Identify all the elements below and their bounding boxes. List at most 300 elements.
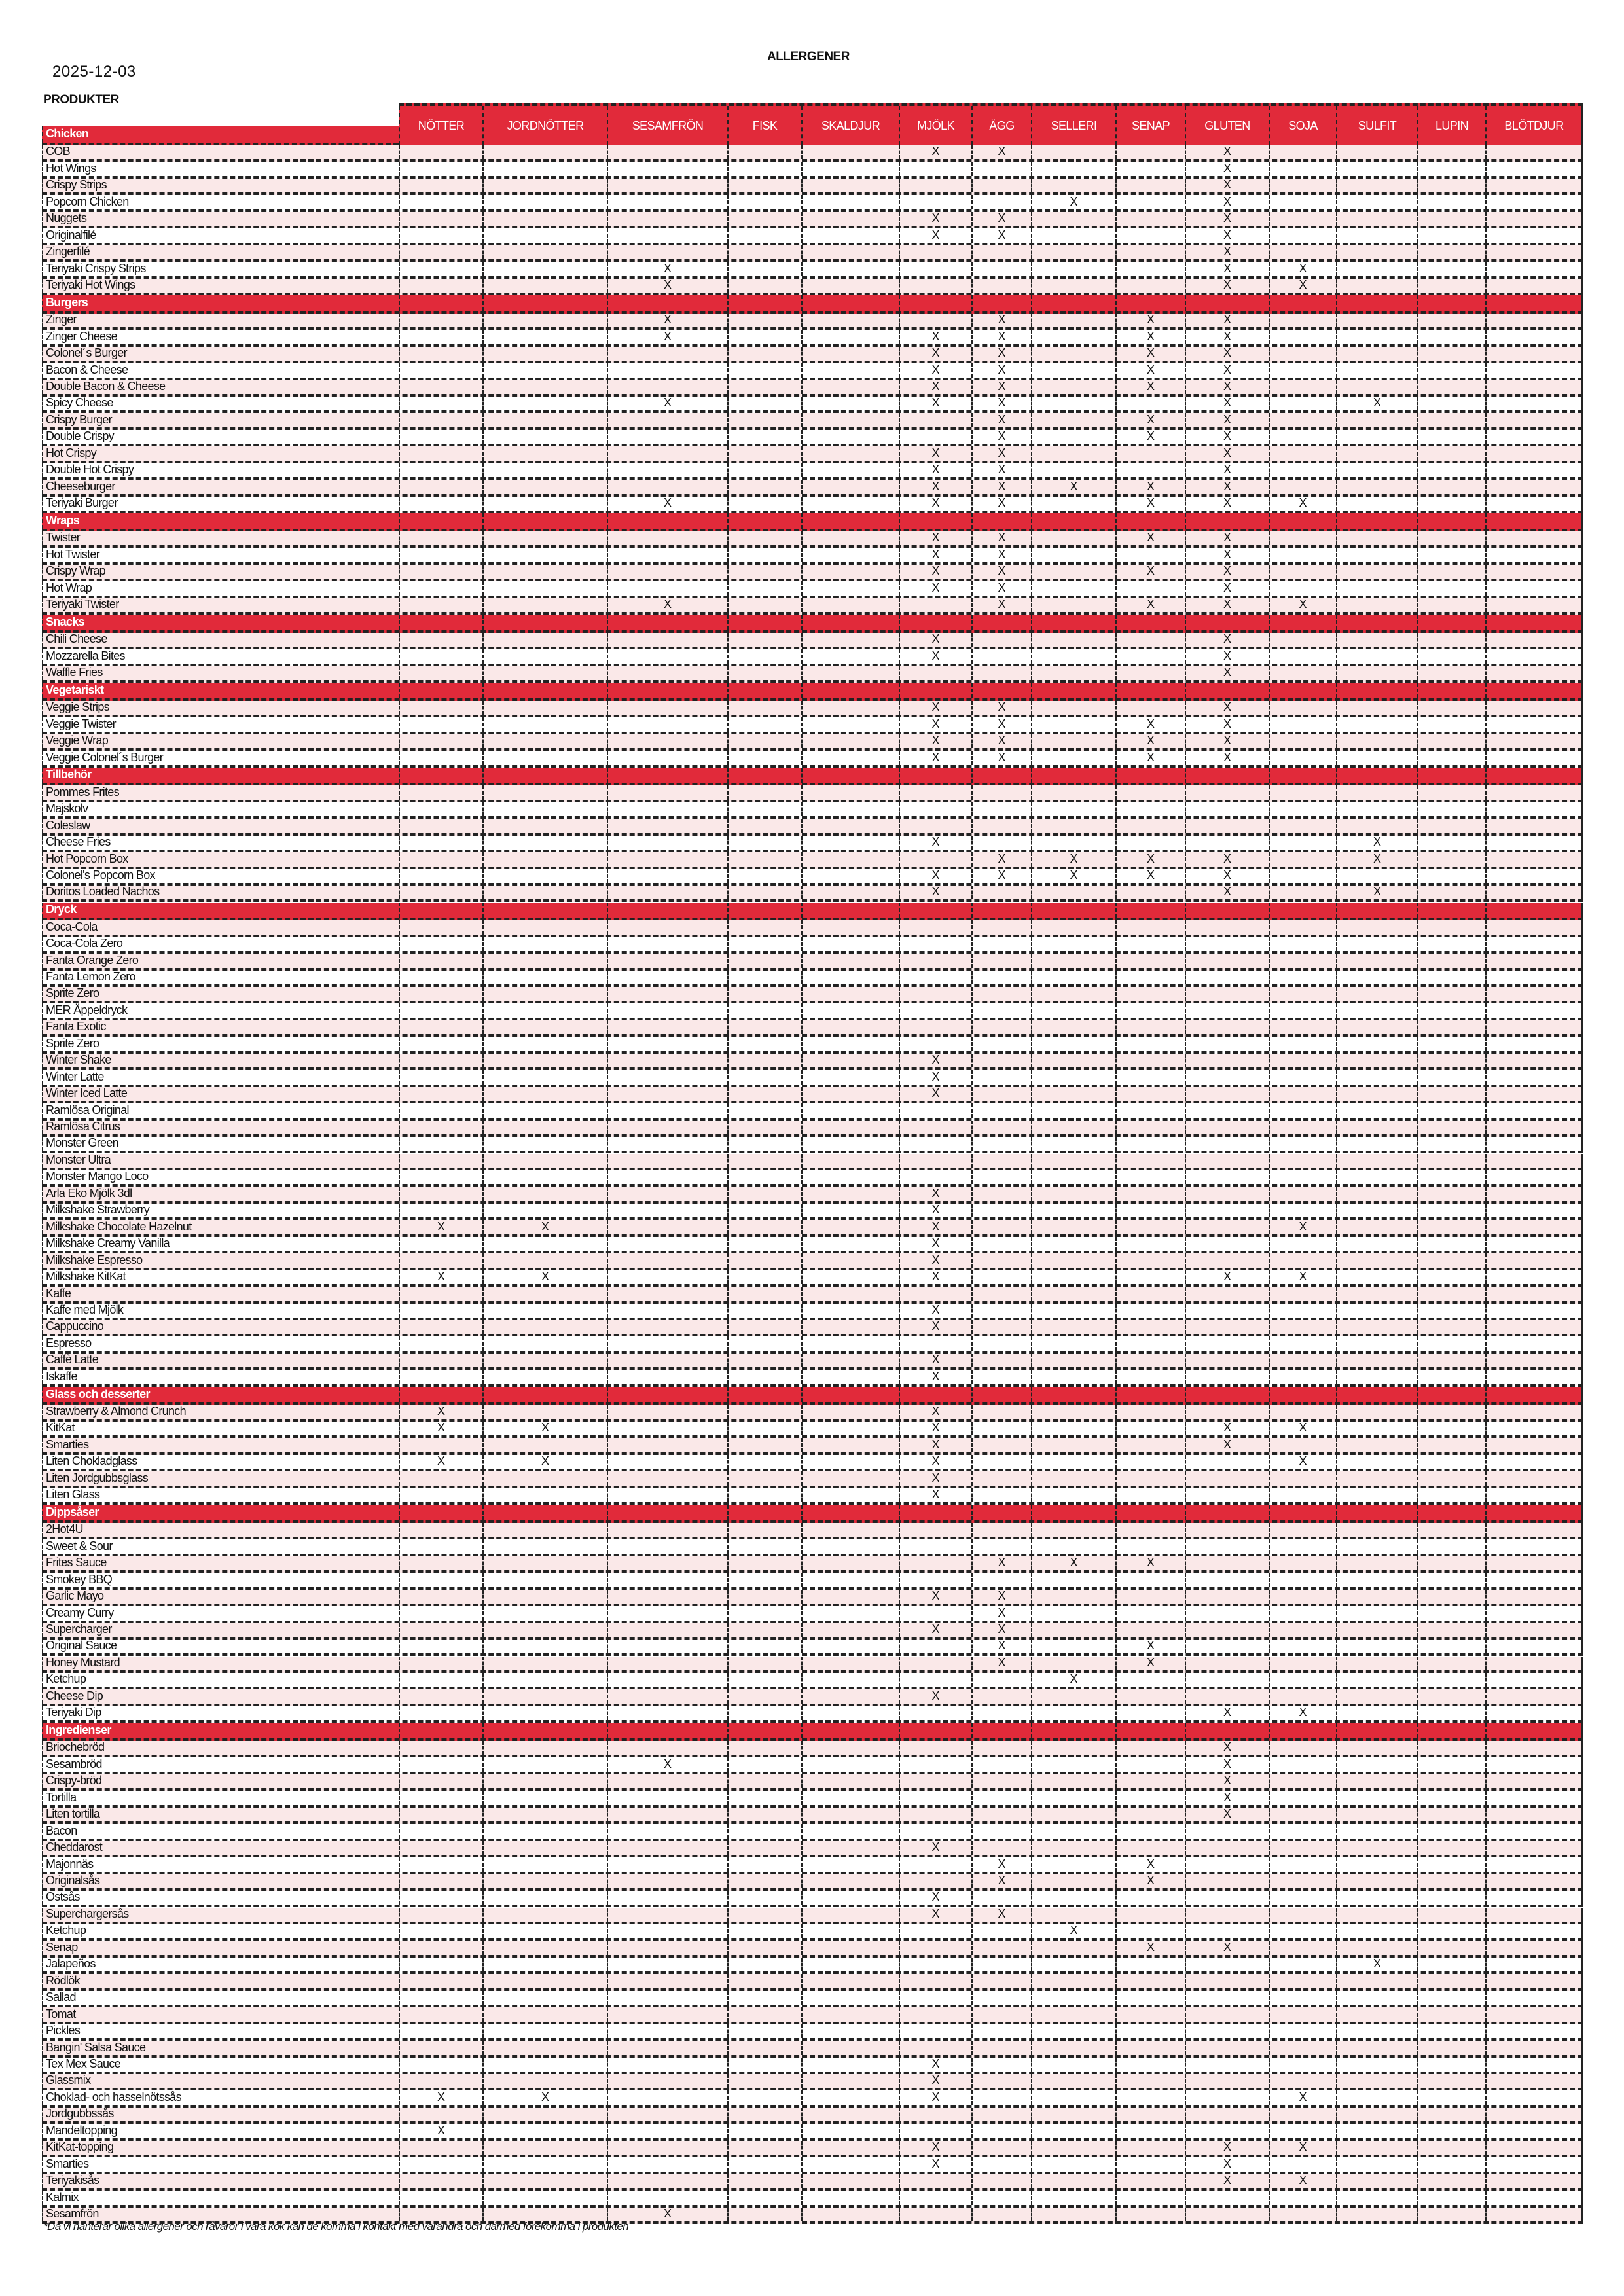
allergen-cell xyxy=(1031,347,1115,361)
allergen-cell xyxy=(399,1370,482,1384)
allergen-cell xyxy=(1031,1354,1115,1367)
allergen-mark: X xyxy=(1185,228,1269,242)
product-name: Fanta Lemon Zero xyxy=(42,971,399,984)
allergen-cell xyxy=(1031,1539,1115,1553)
allergen-cell xyxy=(482,1320,607,1334)
category-cell xyxy=(1336,1505,1417,1520)
allergen-cell xyxy=(1115,548,1185,562)
table-row xyxy=(42,1757,1583,1774)
allergen-cell xyxy=(801,1137,899,1151)
allergen-cell xyxy=(1031,2007,1115,2021)
allergen-cell xyxy=(607,1657,727,1670)
allergen-cell xyxy=(1269,987,1336,1001)
allergen-cell xyxy=(899,162,971,175)
allergen-cell xyxy=(801,920,899,934)
allergen-cell xyxy=(482,1857,607,1871)
allergen-cell xyxy=(1417,1170,1485,1184)
allergen-cell xyxy=(399,1054,482,1067)
category-cell xyxy=(1185,1723,1269,1738)
category-row xyxy=(42,903,1583,921)
allergen-cell xyxy=(1115,1422,1185,1435)
allergen-cell xyxy=(1115,1287,1185,1300)
category-cell xyxy=(971,295,1031,311)
allergen-cell xyxy=(1031,819,1115,833)
allergen-mark: X xyxy=(971,228,1031,242)
allergen-cell xyxy=(801,2174,899,2188)
allergen-cell xyxy=(399,1187,482,1200)
allergen-cell xyxy=(1031,1471,1115,1485)
allergen-cell xyxy=(1185,1354,1269,1367)
allergen-cell xyxy=(1031,1287,1115,1300)
allergen-cell xyxy=(727,1606,801,1620)
allergen-cell xyxy=(971,1974,1031,1988)
allergen-cell xyxy=(727,1791,801,1804)
allergen-cell xyxy=(607,1924,727,1938)
table-row xyxy=(42,1523,1583,1539)
allergen-cell xyxy=(801,649,899,663)
allergen-cell xyxy=(399,195,482,209)
product-name: Monster Green xyxy=(42,1137,399,1151)
allergen-cell xyxy=(1031,886,1115,899)
allergen-cell xyxy=(607,463,727,477)
allergen-cell xyxy=(1485,2007,1583,2021)
allergen-cell xyxy=(1417,2174,1485,2188)
allergen-cell xyxy=(1336,1857,1417,1871)
allergen-cell xyxy=(1031,717,1115,731)
allergen-cell xyxy=(1417,1003,1485,1017)
table-row xyxy=(42,1121,1583,1137)
allergen-cell xyxy=(971,1220,1031,1234)
allergen-cell xyxy=(607,1523,727,1537)
allergen-cell xyxy=(1185,2041,1269,2054)
allergen-mark: X xyxy=(1115,565,1185,579)
product-name: Superchargersås xyxy=(42,1908,399,1922)
allergen-cell xyxy=(1417,2208,1485,2221)
allergen-cell xyxy=(801,2124,899,2138)
allergen-cell xyxy=(1269,565,1336,579)
allergen-cell xyxy=(727,480,801,493)
allergen-mark: X xyxy=(1269,279,1336,293)
allergen-cell xyxy=(1485,330,1583,344)
allergen-cell xyxy=(727,581,801,595)
allergen-mark: X xyxy=(1185,279,1269,293)
allergen-cell xyxy=(399,1606,482,1620)
allergen-mark: X xyxy=(971,548,1031,562)
allergen-cell xyxy=(971,1455,1031,1469)
allergen-cell xyxy=(1269,1170,1336,1184)
allergen-mark: X xyxy=(899,1304,971,1318)
allergen-cell xyxy=(399,347,482,361)
table-row xyxy=(42,1556,1583,1573)
allergen-cell xyxy=(1417,1741,1485,1755)
allergen-cell xyxy=(1115,1154,1185,1168)
allergen-cell xyxy=(1031,1991,1115,2005)
allergen-cell xyxy=(899,1991,971,2005)
table-row xyxy=(42,1237,1583,1253)
allergen-cell xyxy=(1417,413,1485,427)
allergen-cell xyxy=(971,2024,1031,2038)
allergen-cell xyxy=(482,1808,607,1821)
allergen-cell xyxy=(899,179,971,192)
allergen-cell xyxy=(1417,1037,1485,1050)
table-row xyxy=(42,195,1583,211)
allergen-cell xyxy=(1336,463,1417,477)
allergen-cell xyxy=(1336,937,1417,951)
allergen-cell xyxy=(801,314,899,327)
allergen-cell xyxy=(1417,2024,1485,2038)
allergen-cell xyxy=(971,954,1031,967)
allergen-cell xyxy=(482,785,607,799)
allergen-cell xyxy=(1269,1405,1336,1419)
allergen-cell xyxy=(1031,1974,1115,1988)
allergen-cell xyxy=(1115,2024,1185,2038)
category-cell xyxy=(899,768,971,783)
allergen-cell xyxy=(971,1237,1031,1251)
allergen-header-10: SOJA xyxy=(1269,106,1336,145)
allergen-cell xyxy=(1115,1405,1185,1419)
allergen-cell xyxy=(1485,1220,1583,1234)
product-name: Smarties xyxy=(42,2157,399,2171)
table-row xyxy=(42,2191,1583,2207)
allergen-cell xyxy=(607,1958,727,1971)
allergen-cell xyxy=(727,363,801,377)
allergen-cell xyxy=(899,1757,971,1771)
product-name: Veggie Strips xyxy=(42,701,399,715)
allergen-cell xyxy=(607,1471,727,1485)
category-cell xyxy=(801,1387,899,1403)
allergen-cell xyxy=(899,937,971,951)
allergen-cell xyxy=(801,2191,899,2204)
allergen-header-8: SENAP xyxy=(1115,106,1185,145)
allergen-mark: X xyxy=(1269,497,1336,511)
allergen-cell xyxy=(1336,245,1417,259)
table-row xyxy=(42,836,1583,852)
allergen-cell xyxy=(971,1137,1031,1151)
allergen-cell xyxy=(971,245,1031,259)
allergen-cell xyxy=(727,565,801,579)
allergen-cell xyxy=(1417,836,1485,850)
allergen-cell xyxy=(1115,1237,1185,1251)
allergen-cell xyxy=(1031,314,1115,327)
allergen-cell xyxy=(1417,1958,1485,1971)
allergen-cell xyxy=(727,869,801,883)
table-row xyxy=(42,1438,1583,1454)
category-cell xyxy=(1417,768,1485,783)
allergen-mark: X xyxy=(971,1857,1031,1871)
allergen-cell xyxy=(1417,212,1485,226)
allergen-cell xyxy=(482,1924,607,1938)
allergen-cell xyxy=(727,717,801,731)
allergen-mark: X xyxy=(1115,1640,1185,1653)
allergen-cell xyxy=(971,162,1031,175)
allergen-cell xyxy=(1417,785,1485,799)
category-cell xyxy=(1485,1723,1583,1738)
allergen-cell xyxy=(482,869,607,883)
allergen-cell xyxy=(1336,1237,1417,1251)
allergen-cell xyxy=(1185,1304,1269,1318)
allergen-cell xyxy=(1115,1336,1185,1350)
allergen-mark: X xyxy=(899,717,971,731)
allergen-cell xyxy=(607,1438,727,1452)
allergen-cell xyxy=(727,1556,801,1570)
allergen-cell xyxy=(1185,1924,1269,1938)
allergen-cell xyxy=(1417,1103,1485,1117)
product-name: Espresso xyxy=(42,1336,399,1350)
allergen-cell xyxy=(1336,1741,1417,1755)
allergen-cell xyxy=(971,1991,1031,2005)
allergen-cell xyxy=(971,1287,1031,1300)
allergen-mark: X xyxy=(971,497,1031,511)
allergen-mark: X xyxy=(1115,717,1185,731)
allergen-cell xyxy=(482,2157,607,2171)
allergen-cell xyxy=(899,2208,971,2221)
allergen-cell xyxy=(1417,1590,1485,1604)
allergen-cell xyxy=(1031,380,1115,394)
allergen-mark: X xyxy=(899,363,971,377)
allergen-cell xyxy=(1485,785,1583,799)
allergen-cell xyxy=(801,1320,899,1334)
allergen-mark: X xyxy=(1031,1924,1115,1938)
allergen-cell xyxy=(482,1689,607,1703)
allergen-cell xyxy=(1269,1891,1336,1905)
allergen-cell xyxy=(1185,1673,1269,1687)
category-row xyxy=(42,615,1583,633)
allergen-cell xyxy=(1115,1606,1185,1620)
allergen-cell xyxy=(1269,1287,1336,1300)
allergen-cell xyxy=(1417,1237,1485,1251)
allergen-cell xyxy=(1269,1757,1336,1771)
table-row xyxy=(42,869,1583,886)
allergen-cell xyxy=(801,2074,899,2088)
allergen-cell xyxy=(1336,1405,1417,1419)
allergen-cell xyxy=(1269,1623,1336,1637)
allergen-cell xyxy=(607,1087,727,1101)
allergen-cell xyxy=(1417,1673,1485,1687)
allergen-mark: X xyxy=(482,1270,607,1284)
category-cell xyxy=(482,768,607,783)
allergen-cell xyxy=(1417,598,1485,612)
allergen-mark: X xyxy=(482,1455,607,1469)
allergen-cell xyxy=(482,145,607,159)
allergen-cell xyxy=(1269,397,1336,410)
allergen-cell xyxy=(801,1774,899,1788)
allergen-mark: X xyxy=(1269,2174,1336,2188)
allergen-cell xyxy=(801,1841,899,1855)
table-row xyxy=(42,1808,1583,1824)
allergen-cell xyxy=(1269,1991,1336,2005)
allergen-mark: X xyxy=(1115,1941,1185,1954)
allergen-cell xyxy=(727,920,801,934)
allergen-cell xyxy=(1336,2041,1417,2054)
allergen-cell xyxy=(727,819,801,833)
allergen-cell xyxy=(1269,2191,1336,2204)
product-name: Teriyaki Hot Wings xyxy=(42,279,399,293)
product-name: Fanta Exotic xyxy=(42,1020,399,1034)
allergen-cell xyxy=(1269,245,1336,259)
allergen-cell xyxy=(727,2090,801,2104)
allergen-cell xyxy=(801,1054,899,1067)
allergen-cell xyxy=(971,1121,1031,1134)
allergen-cell xyxy=(1417,1422,1485,1435)
allergen-cell xyxy=(1417,886,1485,899)
allergen-cell xyxy=(482,1974,607,1988)
allergen-mark: X xyxy=(1185,413,1269,427)
allergen-cell xyxy=(1269,2157,1336,2171)
allergen-cell xyxy=(801,1791,899,1804)
allergen-cell xyxy=(607,228,727,242)
allergen-cell xyxy=(727,1857,801,1871)
product-name: Cheeseburger xyxy=(42,480,399,493)
table-row xyxy=(42,228,1583,245)
allergen-cell xyxy=(1336,279,1417,293)
allergen-cell xyxy=(1185,1606,1269,1620)
category-cell xyxy=(1185,1505,1269,1520)
allergen-cell xyxy=(1185,1623,1269,1637)
category-row xyxy=(42,1387,1583,1405)
product-name: Sprite Zero xyxy=(42,987,399,1001)
allergen-cell xyxy=(1031,598,1115,612)
allergen-cell xyxy=(1031,565,1115,579)
allergen-cell xyxy=(1485,212,1583,226)
allergen-cell xyxy=(1485,463,1583,477)
allergen-cell xyxy=(971,971,1031,984)
allergen-mark: X xyxy=(971,480,1031,493)
allergen-cell xyxy=(1336,1121,1417,1134)
allergen-cell xyxy=(482,2024,607,2038)
allergen-cell xyxy=(1417,1070,1485,1084)
allergen-mark: X xyxy=(899,463,971,477)
allergen-cell xyxy=(1185,2074,1269,2088)
allergen-cell xyxy=(607,2157,727,2171)
product-name: Choklad- och hasselnötssås xyxy=(42,2090,399,2104)
allergen-cell xyxy=(1485,971,1583,984)
allergen-cell xyxy=(399,480,482,493)
allergen-cell xyxy=(1031,145,1115,159)
table-row xyxy=(42,480,1583,496)
allergen-cell xyxy=(801,1154,899,1168)
allergen-cell xyxy=(1115,1974,1185,1988)
allergen-cell xyxy=(1115,1187,1185,1200)
allergen-cell xyxy=(1269,1121,1336,1134)
allergen-cell xyxy=(1336,1370,1417,1384)
table-row xyxy=(42,1054,1583,1070)
allergen-cell xyxy=(1115,2208,1185,2221)
allergen-cell xyxy=(1115,819,1185,833)
allergen-cell xyxy=(1185,1003,1269,1017)
category-cell xyxy=(399,768,482,783)
allergen-cell xyxy=(801,1304,899,1318)
allergen-cell xyxy=(1417,1137,1485,1151)
table-row xyxy=(42,1405,1583,1422)
allergen-cell xyxy=(1031,1087,1115,1101)
product-name: Kaffe xyxy=(42,1287,399,1300)
allergen-cell xyxy=(727,1573,801,1587)
allergen-cell xyxy=(399,1706,482,1720)
allergen-cell xyxy=(727,497,801,511)
allergen-cell xyxy=(1031,1438,1115,1452)
allergen-cell xyxy=(971,1204,1031,1217)
allergen-cell xyxy=(1031,1941,1115,1954)
allergen-cell xyxy=(1336,701,1417,715)
allergen-cell xyxy=(1269,1824,1336,1838)
allergen-cell xyxy=(727,1320,801,1334)
allergen-cell xyxy=(1417,179,1485,192)
allergen-cell xyxy=(1485,397,1583,410)
allergen-mark: X xyxy=(1185,565,1269,579)
product-name: Bangin' Salsa Sauce xyxy=(42,2041,399,2054)
table-row xyxy=(42,1774,1583,1791)
product-name: Sprite Zero xyxy=(42,1037,399,1050)
allergen-cell xyxy=(1485,1253,1583,1267)
allergen-cell xyxy=(899,245,971,259)
allergen-cell xyxy=(727,1623,801,1637)
allergen-cell xyxy=(1336,920,1417,934)
allergen-cell xyxy=(399,2024,482,2038)
table-row xyxy=(42,1471,1583,1488)
allergen-cell xyxy=(607,701,727,715)
product-name: Spicy Cheese xyxy=(42,397,399,410)
allergen-cell xyxy=(727,1020,801,1034)
allergen-cell xyxy=(607,987,727,1001)
allergen-cell xyxy=(971,1354,1031,1367)
allergen-cell xyxy=(801,1908,899,1922)
allergen-cell xyxy=(971,2124,1031,2138)
table-row xyxy=(42,1590,1583,1606)
allergen-cell xyxy=(482,1187,607,1200)
category-cell xyxy=(899,295,971,311)
allergen-cell xyxy=(399,1087,482,1101)
allergen-cell xyxy=(727,1070,801,1084)
allergen-cell xyxy=(801,1438,899,1452)
allergen-cell xyxy=(482,1791,607,1804)
allergen-cell xyxy=(1336,145,1417,159)
allergen-cell xyxy=(399,279,482,293)
allergen-cell xyxy=(801,195,899,209)
allergen-cell xyxy=(399,1791,482,1804)
allergen-cell xyxy=(899,920,971,934)
allergen-mark: X xyxy=(1185,531,1269,545)
product-name: Teriyaki Twister xyxy=(42,598,399,612)
table-row xyxy=(42,245,1583,262)
allergen-cell xyxy=(607,1539,727,1553)
allergen-cell xyxy=(482,701,607,715)
allergen-cell xyxy=(1336,1037,1417,1050)
allergen-cell xyxy=(727,1422,801,1435)
allergen-cell xyxy=(1485,145,1583,159)
allergen-cell xyxy=(801,1471,899,1485)
table-row xyxy=(42,2124,1583,2140)
allergen-cell xyxy=(1269,666,1336,680)
allergen-mark: X xyxy=(899,228,971,242)
allergen-cell xyxy=(1336,195,1417,209)
allergen-cell xyxy=(1485,1354,1583,1367)
allergen-cell xyxy=(727,1841,801,1855)
allergen-cell xyxy=(1485,2191,1583,2204)
allergen-cell xyxy=(1485,1087,1583,1101)
allergen-cell xyxy=(482,1003,607,1017)
allergen-cell xyxy=(1417,802,1485,816)
allergen-cell xyxy=(971,279,1031,293)
allergen-cell xyxy=(1485,430,1583,444)
allergen-cell xyxy=(607,1891,727,1905)
allergen-cell xyxy=(1336,734,1417,748)
allergen-cell xyxy=(482,802,607,816)
allergen-cell xyxy=(801,145,899,159)
product-name: Sesamfrön xyxy=(42,2208,399,2221)
allergen-cell xyxy=(899,1974,971,1988)
allergen-cell xyxy=(1336,179,1417,192)
allergen-cell xyxy=(1031,1187,1115,1200)
